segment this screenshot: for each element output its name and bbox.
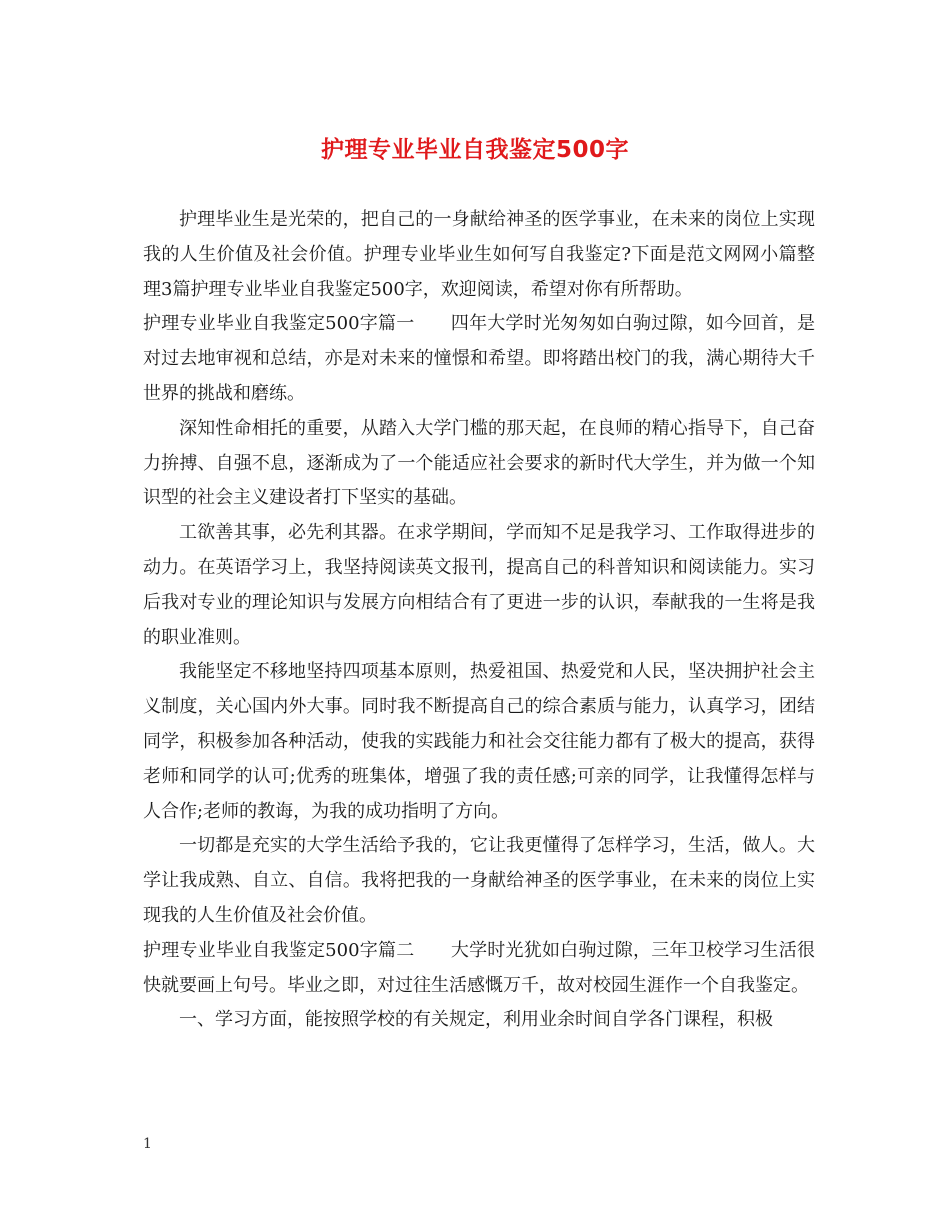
paragraph-body: 我能坚定不移地坚持四项基本原则，热爱祖国、热爱党和人民，坚决拥护社会主义制度，关心国内外大事。同时我不断提高自己的综合素质与能力，认真学习，团结同学，积极参加各种活动，使我的实践能力和社会交往能力都有了极大的提高，获得老师和同学的认可;优秀的班集体，增强了我的责任感;可亲的同学，让我懂得怎样与人合作;老师的教诲，为我的成功指明了方向。 [143,661,815,822]
paragraph-section-two: 护理专业毕业自我鉴定500字篇二 大学时光犹如白驹过隙，三年卫校学习生活很快就要画上句号。毕业之即，对过往生活感慨万千，故对校园生涯作一个自我鉴定。 [143,939,815,996]
paragraph-body: 工欲善其事，必先利其器。在求学期间，学而知不足是我学习、工作取得进步的动力。在英语学习上，我坚持阅读英文报刊，提高自己的科普知识和阅读能力。实习后我对专业的理论知识与发展方向相结合有了更进一步的认识，奉献我的一生将是我的职业准则。 [143,522,815,648]
document-body [143,203,815,1038]
document-title: 护理专业毕业自我鉴定500字 [320,137,629,163]
paragraph-section-one: 护理专业毕业自我鉴定500字篇一 四年大学时光匆匆如白驹过隙，如今回首，是对过去地审视和总结，亦是对未来的憧憬和希望。即将踏出校门的我，满心期待大千世界的挑战和磨练。 [143,313,815,404]
paragraph-body: 一、学习方面，能按照学校的有关规定，利用业余时间自学各门课程，积极 [179,1009,773,1031]
paragraph-intro: 护理毕业生是光荣的，把自己的一身献给神圣的医学事业，在未来的岗位上实现我的人生价值及社会价值。护理专业毕业生如何写自我鉴定?下面是范文网网小篇整理3篇护理专业毕业自我鉴定500字，欢迎阅读，希望对你有所帮助。 [143,209,815,300]
paragraph-body: 深知性命相托的重要，从踏入大学门槛的那天起，在良师的精心指导下，自己奋力拚搏、自强不息，逐渐成为了一个能适应社会要求的新时代大学生，并为做一个知识型的社会主义建设者打下坚实的基础。 [143,417,815,509]
paragraph-body: 一切都是充实的大学生活给予我的，它让我更懂得了怎样学习，生活，做人。大学让我成熟、自立、自信。我将把我的一身献给神圣的医学事业，在未来的岗位上实现我的人生价值及社会价值。 [143,835,815,926]
page-number: 1 [143,1136,152,1152]
